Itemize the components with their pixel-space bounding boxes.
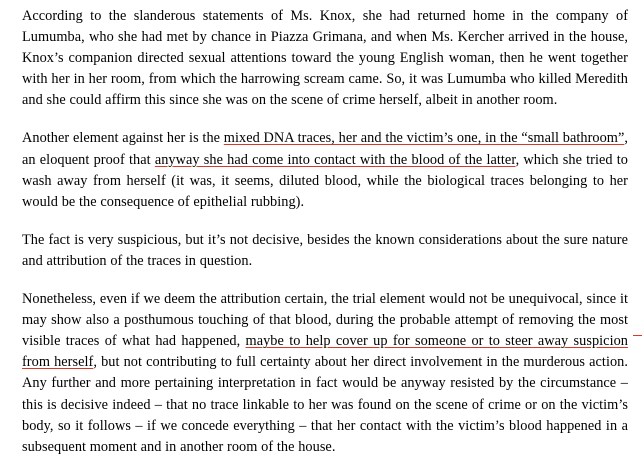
paragraph-container — [22, 6, 628, 458]
document-paragraph — [22, 128, 628, 212]
document-paragraph — [22, 289, 628, 458]
paragraph-text: , an eloquent proof that — [22, 130, 628, 168]
document-paragraph — [22, 6, 628, 111]
paragraph-text: According to the slanderous statements of Ms. Knox, she had returned home in the company of Lumumba, who she had met by chance in Piazza Grimana, and when Ms. Kercher arrived in the house, Knox’s companion directed sexual attentions toward the young English woman, then he went together with her in her room, from which the harrowing scream came. So, it was Lumumba who killed Meredith and she could affirm this since she was on the scene of crime herself, albeit in another room. — [22, 8, 628, 109]
paragraph-text: Nonetheless, even if we deem the attribution certain, the trial element would not be unequivocal, since it may show also a posthumous touching of that blood, during the probable attempt of removing the most visible traces of what had happened, — [22, 291, 628, 350]
paragraph-text: Another element against her is the — [22, 130, 224, 147]
paragraph-text: , but not contributing to full certainty about her direct involvement in the murderous action. Any further and more pertaining interpretation in fact would be anyway resisted by the circumstance – this is decisive indeed – that no trace linkable to her was found on the scene of crime or on the victim’s body, so it follows – if we concede everything – that her contact with the victim’s blood happened in a subsequent moment and in another room of the house. — [22, 354, 628, 455]
paragraph-text: The fact is very suspicious, but it’s not decisive, besides the known considerations about the sure nature and attribution of the traces in question. — [22, 231, 628, 269]
document-paragraph — [22, 230, 628, 272]
annotation-underlined-text: maybe to help cover up for someone or to steer away suspicion from herself — [22, 333, 628, 371]
paragraph-text: , which she tried to wash away from herself (it was, it seems, diluted blood, while the biological traces belonging to her would be the consequence of epithelial rubbing). — [22, 151, 628, 210]
annotation-underline-edge-mark — [633, 335, 642, 336]
annotation-underlined-text: anyway she had come into contact with the blood of the latter — [154, 151, 516, 168]
annotation-underlined-text: mixed DNA traces, her and the victim’s one, in the “small bathroom” — [223, 130, 625, 147]
